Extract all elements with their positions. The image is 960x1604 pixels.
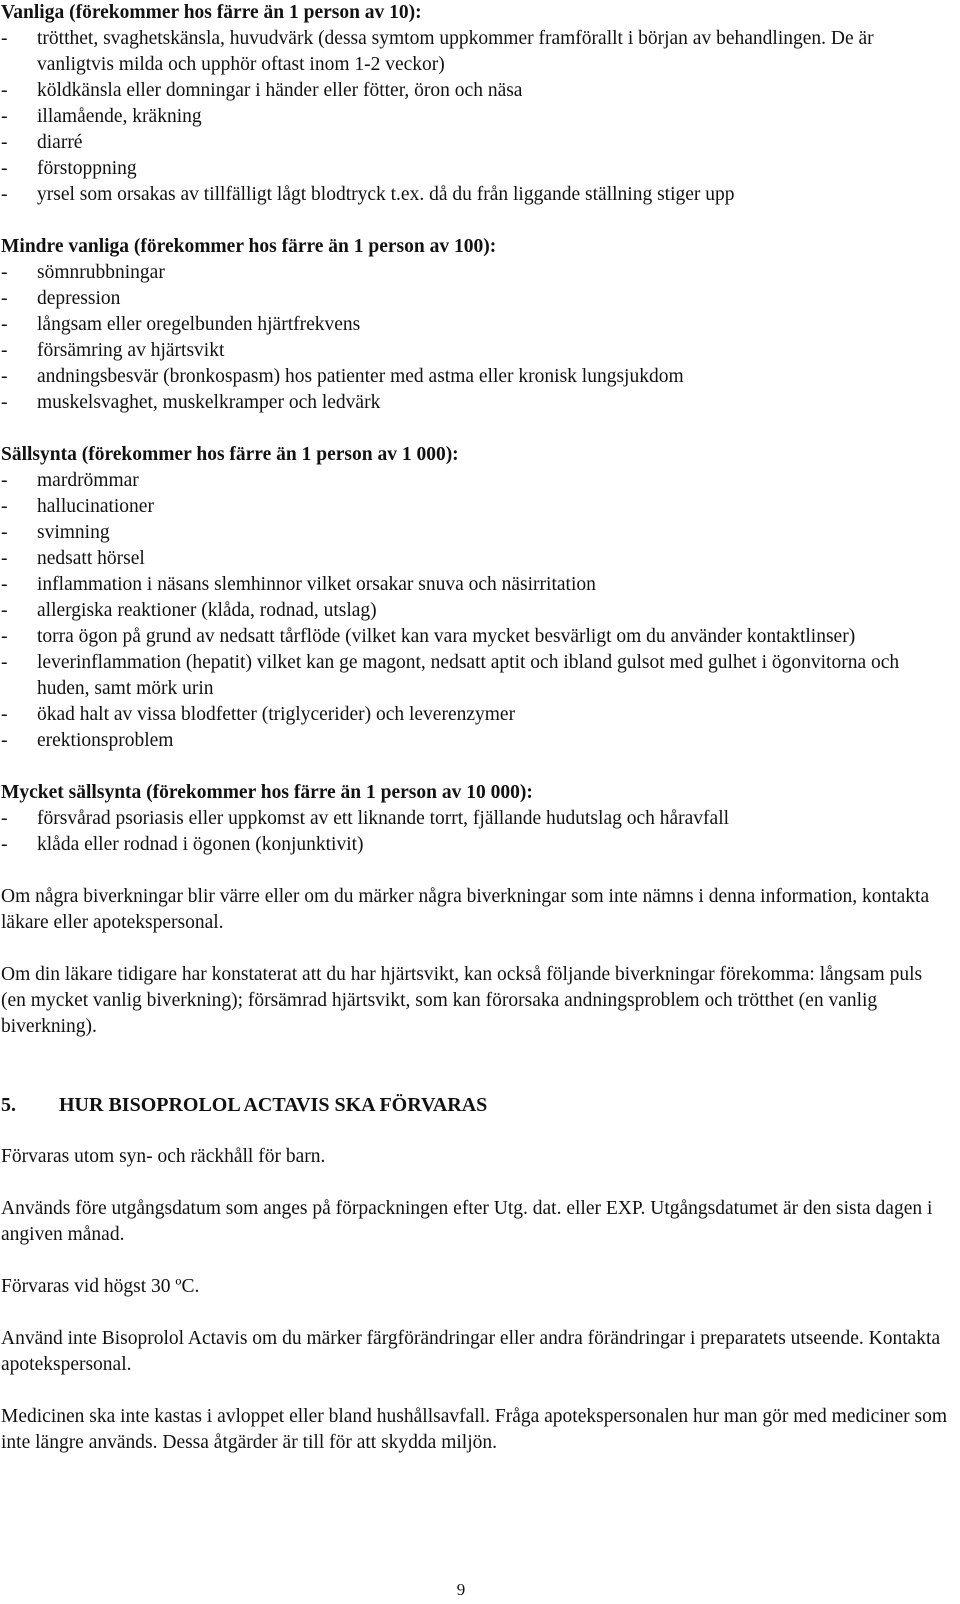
storage-paragraph: Förvaras vid högst 30 ºC.	[1, 1276, 200, 1297]
list-item-text: andningsbesvär (bronkospasm) hos patienter med astma eller kronisk lungsjukdom	[37, 366, 684, 387]
section-5-title	[1, 1092, 951, 1118]
bullet-marker: -	[1, 470, 8, 491]
bullet-marker: -	[1, 600, 8, 621]
list-item	[1, 598, 951, 624]
list-item	[1, 624, 951, 650]
bullet-marker: -	[1, 730, 8, 751]
list-item-text: depression	[37, 288, 121, 309]
list-item	[1, 520, 951, 546]
bullet-marker: -	[1, 626, 8, 647]
list-uncommon	[1, 260, 951, 416]
list-item-text: försvårad psoriasis eller uppkomst av ett liknande torrt, fjällande hudutslag och håravfall	[37, 808, 730, 829]
bullet-marker: -	[1, 392, 8, 413]
list-item-text: erektionsproblem	[37, 730, 174, 751]
list-item	[1, 832, 951, 858]
list-item-text: muskelsvaghet, muskelkramper och ledvärk	[37, 392, 381, 413]
storage-paragraph: Används före utgångsdatum som anges på förpackningen efter Utg. dat. eller EXP. Utgångsdatumet är den sista dagen i angiven månad.	[1, 1198, 933, 1245]
bullet-marker: -	[1, 80, 8, 101]
bullet-marker: -	[1, 262, 8, 283]
list-item	[1, 286, 951, 312]
bullet-marker: -	[1, 314, 8, 335]
list-item	[1, 806, 951, 832]
section-heading-common: Vanliga (förekommer hos färre än 1 person av 10):	[1, 2, 422, 23]
section-common	[1, 0, 951, 208]
list-item	[1, 312, 951, 338]
list-item-text: hallucinationer	[37, 496, 154, 517]
list-item-text: sömnrubbningar	[37, 262, 165, 283]
section-heading-rare: Sällsynta (förekommer hos färre än 1 person av 1 000):	[1, 444, 459, 465]
list-item-text: diarré	[37, 132, 83, 153]
storage-paragraph: Använd inte Bisoprolol Actavis om du märker färgförändringar eller andra förändringar i preparatets utseende. Kontakta apotekspersonal.	[1, 1328, 941, 1375]
section-5-title-text: HUR BISOPROLOL ACTAVIS SKA FÖRVARAS	[59, 1094, 488, 1116]
list-item-text: inflammation i näsans slemhinnor vilket orsakar snuva och näsirritation	[37, 574, 596, 595]
list-item-text: leverinflammation (hepatit) vilket kan ge magont, nedsatt aptit och ibland gulsot med gulhet i ögonvitorna och huden, samt mörk urin	[37, 652, 900, 699]
paragraph-heart-failure: Om din läkare tidigare har konstaterat att du har hjärtsvikt, kan också följande biverkningar förekomma: långsam puls (en mycket vanlig biverkning); försämrad hjärtsvikt, som kan förorsaka andningsproblem och trötthet (en vanlig biverkning).	[1, 964, 923, 1037]
bullet-marker: -	[1, 106, 8, 127]
section-uncommon	[1, 234, 951, 416]
list-very-rare	[1, 806, 951, 858]
list-item	[1, 494, 951, 520]
list-item-text: mardrömmar	[37, 470, 139, 491]
list-item	[1, 650, 951, 702]
list-item-text: allergiska reaktioner (klåda, rodnad, utslag)	[37, 600, 377, 621]
list-item	[1, 260, 951, 286]
list-item	[1, 468, 951, 494]
storage-paragraph: Förvaras utom syn- och räckhåll för barn.	[1, 1146, 326, 1167]
bullet-marker: -	[1, 834, 8, 855]
bullet-marker: -	[1, 340, 8, 361]
bullet-marker: -	[1, 366, 8, 387]
list-common	[1, 26, 951, 208]
list-item-text: förstoppning	[37, 158, 137, 179]
paragraph-worse-effects: Om några biverkningar blir värre eller om du märker några biverkningar som inte nämns i denna information, kontakta läkare eller apotekspersonal.	[1, 886, 930, 933]
bullet-marker: -	[1, 28, 8, 49]
document-body	[1, 0, 951, 1456]
bullet-marker: -	[1, 496, 8, 517]
list-item	[1, 182, 951, 208]
list-item-text: yrsel som orsakas av tillfälligt lågt blodtryck t.ex. då du från liggande ställning stiger upp	[37, 184, 735, 205]
section-5-number: 5.	[1, 1094, 16, 1116]
bullet-marker: -	[1, 522, 8, 543]
list-item	[1, 78, 951, 104]
list-rare	[1, 468, 951, 754]
bullet-marker: -	[1, 158, 8, 179]
list-item-text: illamående, kräkning	[37, 106, 202, 127]
bullet-marker: -	[1, 808, 8, 829]
list-item	[1, 390, 951, 416]
list-item-text: torra ögon på grund av nedsatt tårflöde (vilket kan vara mycket besvärligt om du använder kontaktlinser)	[37, 626, 856, 647]
bullet-marker: -	[1, 548, 8, 569]
section-heading-uncommon: Mindre vanliga (förekommer hos färre än 1 person av 100):	[1, 236, 497, 257]
list-item	[1, 26, 951, 78]
section-very-rare	[1, 780, 951, 858]
bullet-marker: -	[1, 704, 8, 725]
list-item-text: svimning	[37, 522, 110, 543]
list-item	[1, 338, 951, 364]
list-item-text: trötthet, svaghetskänsla, huvudvärk (dessa symtom uppkommer framförallt i början av behandlingen. De är vanligtvis milda och upphör oftast inom 1-2 veckor)	[37, 28, 874, 75]
list-item-text: långsam eller oregelbunden hjärtfrekvens	[37, 314, 361, 335]
list-item	[1, 130, 951, 156]
bullet-marker: -	[1, 184, 8, 205]
list-item-text: ökad halt av vissa blodfetter (triglycerider) och leverenzymer	[37, 704, 516, 725]
list-item	[1, 364, 951, 390]
list-item-text: klåda eller rodnad i ögonen (konjunktivit)	[37, 834, 364, 855]
list-item	[1, 104, 951, 130]
list-item-text: köldkänsla eller domningar i händer eller fötter, öron och näsa	[37, 80, 523, 101]
list-item	[1, 156, 951, 182]
bullet-marker: -	[1, 132, 8, 153]
bullet-marker: -	[1, 288, 8, 309]
bullet-marker: -	[1, 652, 8, 673]
list-item	[1, 546, 951, 572]
list-item	[1, 702, 951, 728]
list-item-text: försämring av hjärtsvikt	[37, 340, 225, 361]
storage-paragraph: Medicinen ska inte kastas i avloppet eller bland hushållsavfall. Fråga apotekspersonalen hur man gör med mediciner som inte längre används. Dessa åtgärder är till för att skydda miljön.	[1, 1406, 948, 1453]
list-item	[1, 728, 951, 754]
section-heading-very-rare: Mycket sällsynta (förekommer hos färre än 1 person av 10 000):	[1, 782, 533, 803]
page-number: 9	[456, 1580, 466, 1599]
section-rare	[1, 442, 951, 754]
bullet-marker: -	[1, 574, 8, 595]
list-item-text: nedsatt hörsel	[37, 548, 145, 569]
list-item	[1, 572, 951, 598]
